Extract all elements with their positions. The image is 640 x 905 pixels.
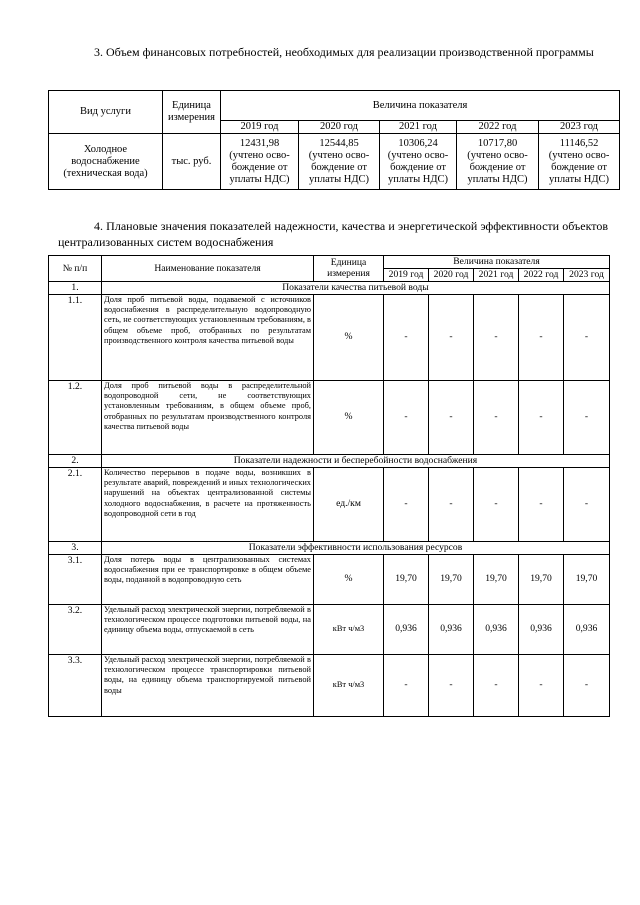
value-cell: -: [564, 380, 610, 454]
value-cell: 0,936: [384, 604, 429, 654]
col-value-header: Величина показателя: [384, 256, 610, 269]
value-cell: -: [519, 654, 564, 716]
col-name-header: Наименование показателя: [102, 256, 314, 282]
value-cell: -: [564, 294, 610, 380]
row-number: 3.2.: [49, 604, 102, 654]
year-header: 2023 год: [539, 121, 620, 134]
year-header: 2019 год: [221, 121, 299, 134]
value-cell: 19,70: [429, 554, 474, 604]
amount-cell: 12431,98 (учтено осво-бождение от уплаты НДС): [221, 134, 299, 190]
col-num-header: № п/п: [49, 256, 102, 282]
row-number: 3.3.: [49, 654, 102, 716]
row-number: 3.1.: [49, 554, 102, 604]
value-cell: -: [429, 294, 474, 380]
col-unit-header: Единица измерения: [163, 91, 221, 134]
indicator-unit: ед./км: [314, 467, 384, 541]
value-cell: 0,936: [519, 604, 564, 654]
value-cell: -: [429, 467, 474, 541]
section-title: Показатели надежности и бесперебойности водоснабжения: [102, 454, 610, 467]
indicator-name: Удельный расход электрической энергии, потребляемой в технологическом процессе транспортировки питьевой воды, на единицу объема транспортируемой питьевой воды: [102, 654, 314, 716]
value-cell: -: [564, 654, 610, 716]
section-4-title: Плановые значения показателей надежности, качества и энергетической эффективности объектов централизованных систем водоснабжения: [58, 219, 608, 249]
indicator-name: Количество перерывов в подаче воды, возникших в результате аварий, повреждений и иных технологических нарушений на объектах централизованной системы холодного водоснабжения, в расчете на протяженность водопроводной сети в год: [102, 467, 314, 541]
indicator-unit: %: [314, 294, 384, 380]
section-3-heading: [58, 44, 608, 60]
value-cell: -: [474, 380, 519, 454]
row-number: 1.1.: [49, 294, 102, 380]
indicator-name: Доля потерь воды в централизованных системах водоснабжения при ее транспортировке в общем объеме воды, поданной в водопроводную сеть: [102, 554, 314, 604]
year-header: 2020 год: [429, 268, 474, 281]
year-header: 2022 год: [519, 268, 564, 281]
value-cell: -: [384, 467, 429, 541]
amount-cell: 10306,24 (учтено осво-бождение от уплаты НДС): [380, 134, 457, 190]
section-number: 2.: [49, 454, 102, 467]
indicator-name: Удельный расход электрической энергии, потребляемой в технологическом процессе подготовки питьевой воды, на единицу объема воды, отпускаемой в сеть: [102, 604, 314, 654]
section-number: 3.: [49, 541, 102, 554]
section-4-heading: [58, 218, 608, 250]
section-title: Показатели качества питьевой воды: [102, 281, 610, 294]
amount-cell: 11146,52 (учтено осво-бождение от уплаты НДС): [539, 134, 620, 190]
value-cell: -: [519, 294, 564, 380]
value-cell: -: [564, 467, 610, 541]
section-3-title: Объем финансовых потребностей, необходимых для реализации производственной программы: [106, 45, 594, 59]
service-name: Холодное водоснабжение (техническая вода): [49, 134, 163, 190]
service-unit: тыс. руб.: [163, 134, 221, 190]
value-cell: 19,70: [564, 554, 610, 604]
section-4-number: 4.: [94, 219, 103, 233]
value-cell: -: [384, 380, 429, 454]
year-header: 2019 год: [384, 268, 429, 281]
value-cell: -: [429, 654, 474, 716]
value-cell: -: [384, 294, 429, 380]
col-unit-header: Единица измерения: [314, 256, 384, 282]
section-3-number: 3.: [94, 45, 103, 59]
year-header: 2021 год: [380, 121, 457, 134]
value-cell: -: [384, 654, 429, 716]
indicator-name: Доля проб питьевой воды в распределительной водопроводной сети, не соответствующих установленным требованиям, в общем объеме проб, отобранных по результатам производственного контроля качества питьевой воды: [102, 380, 314, 454]
year-header: 2020 год: [299, 121, 380, 134]
year-header: 2022 год: [457, 121, 539, 134]
year-header: 2023 год: [564, 268, 610, 281]
value-cell: 0,936: [429, 604, 474, 654]
col-service-header: Вид услуги: [49, 91, 163, 134]
value-cell: -: [429, 380, 474, 454]
value-cell: 19,70: [474, 554, 519, 604]
row-number: 2.1.: [49, 467, 102, 541]
section-title: Показатели эффективности использования ресурсов: [102, 541, 610, 554]
section-number: 1.: [49, 281, 102, 294]
value-cell: 19,70: [519, 554, 564, 604]
row-number: 1.2.: [49, 380, 102, 454]
value-cell: 0,936: [564, 604, 610, 654]
financial-needs-table: [48, 90, 620, 190]
value-cell: -: [474, 654, 519, 716]
indicator-unit: кВт ч/м3: [314, 654, 384, 716]
indicator-name: Доля проб питьевой воды, подаваемой с источников водоснабжения в распределительную водопроводную сеть, не соответствующих установленным требованиям, в общем объеме проб, отобранных по результатам производственного контроля качества питьевой воды: [102, 294, 314, 380]
value-cell: 19,70: [384, 554, 429, 604]
indicators-table: [48, 255, 610, 717]
indicator-unit: кВт ч/м3: [314, 604, 384, 654]
value-cell: 0,936: [474, 604, 519, 654]
value-cell: -: [519, 380, 564, 454]
indicator-unit: %: [314, 380, 384, 454]
year-header: 2021 год: [474, 268, 519, 281]
value-cell: -: [474, 294, 519, 380]
amount-cell: 12544,85 (учтено осво-бождение от уплаты НДС): [299, 134, 380, 190]
col-value-header: Величина показателя: [221, 91, 620, 121]
value-cell: -: [474, 467, 519, 541]
amount-cell: 10717,80 (учтено осво-бождение от уплаты НДС): [457, 134, 539, 190]
indicator-unit: %: [314, 554, 384, 604]
value-cell: -: [519, 467, 564, 541]
